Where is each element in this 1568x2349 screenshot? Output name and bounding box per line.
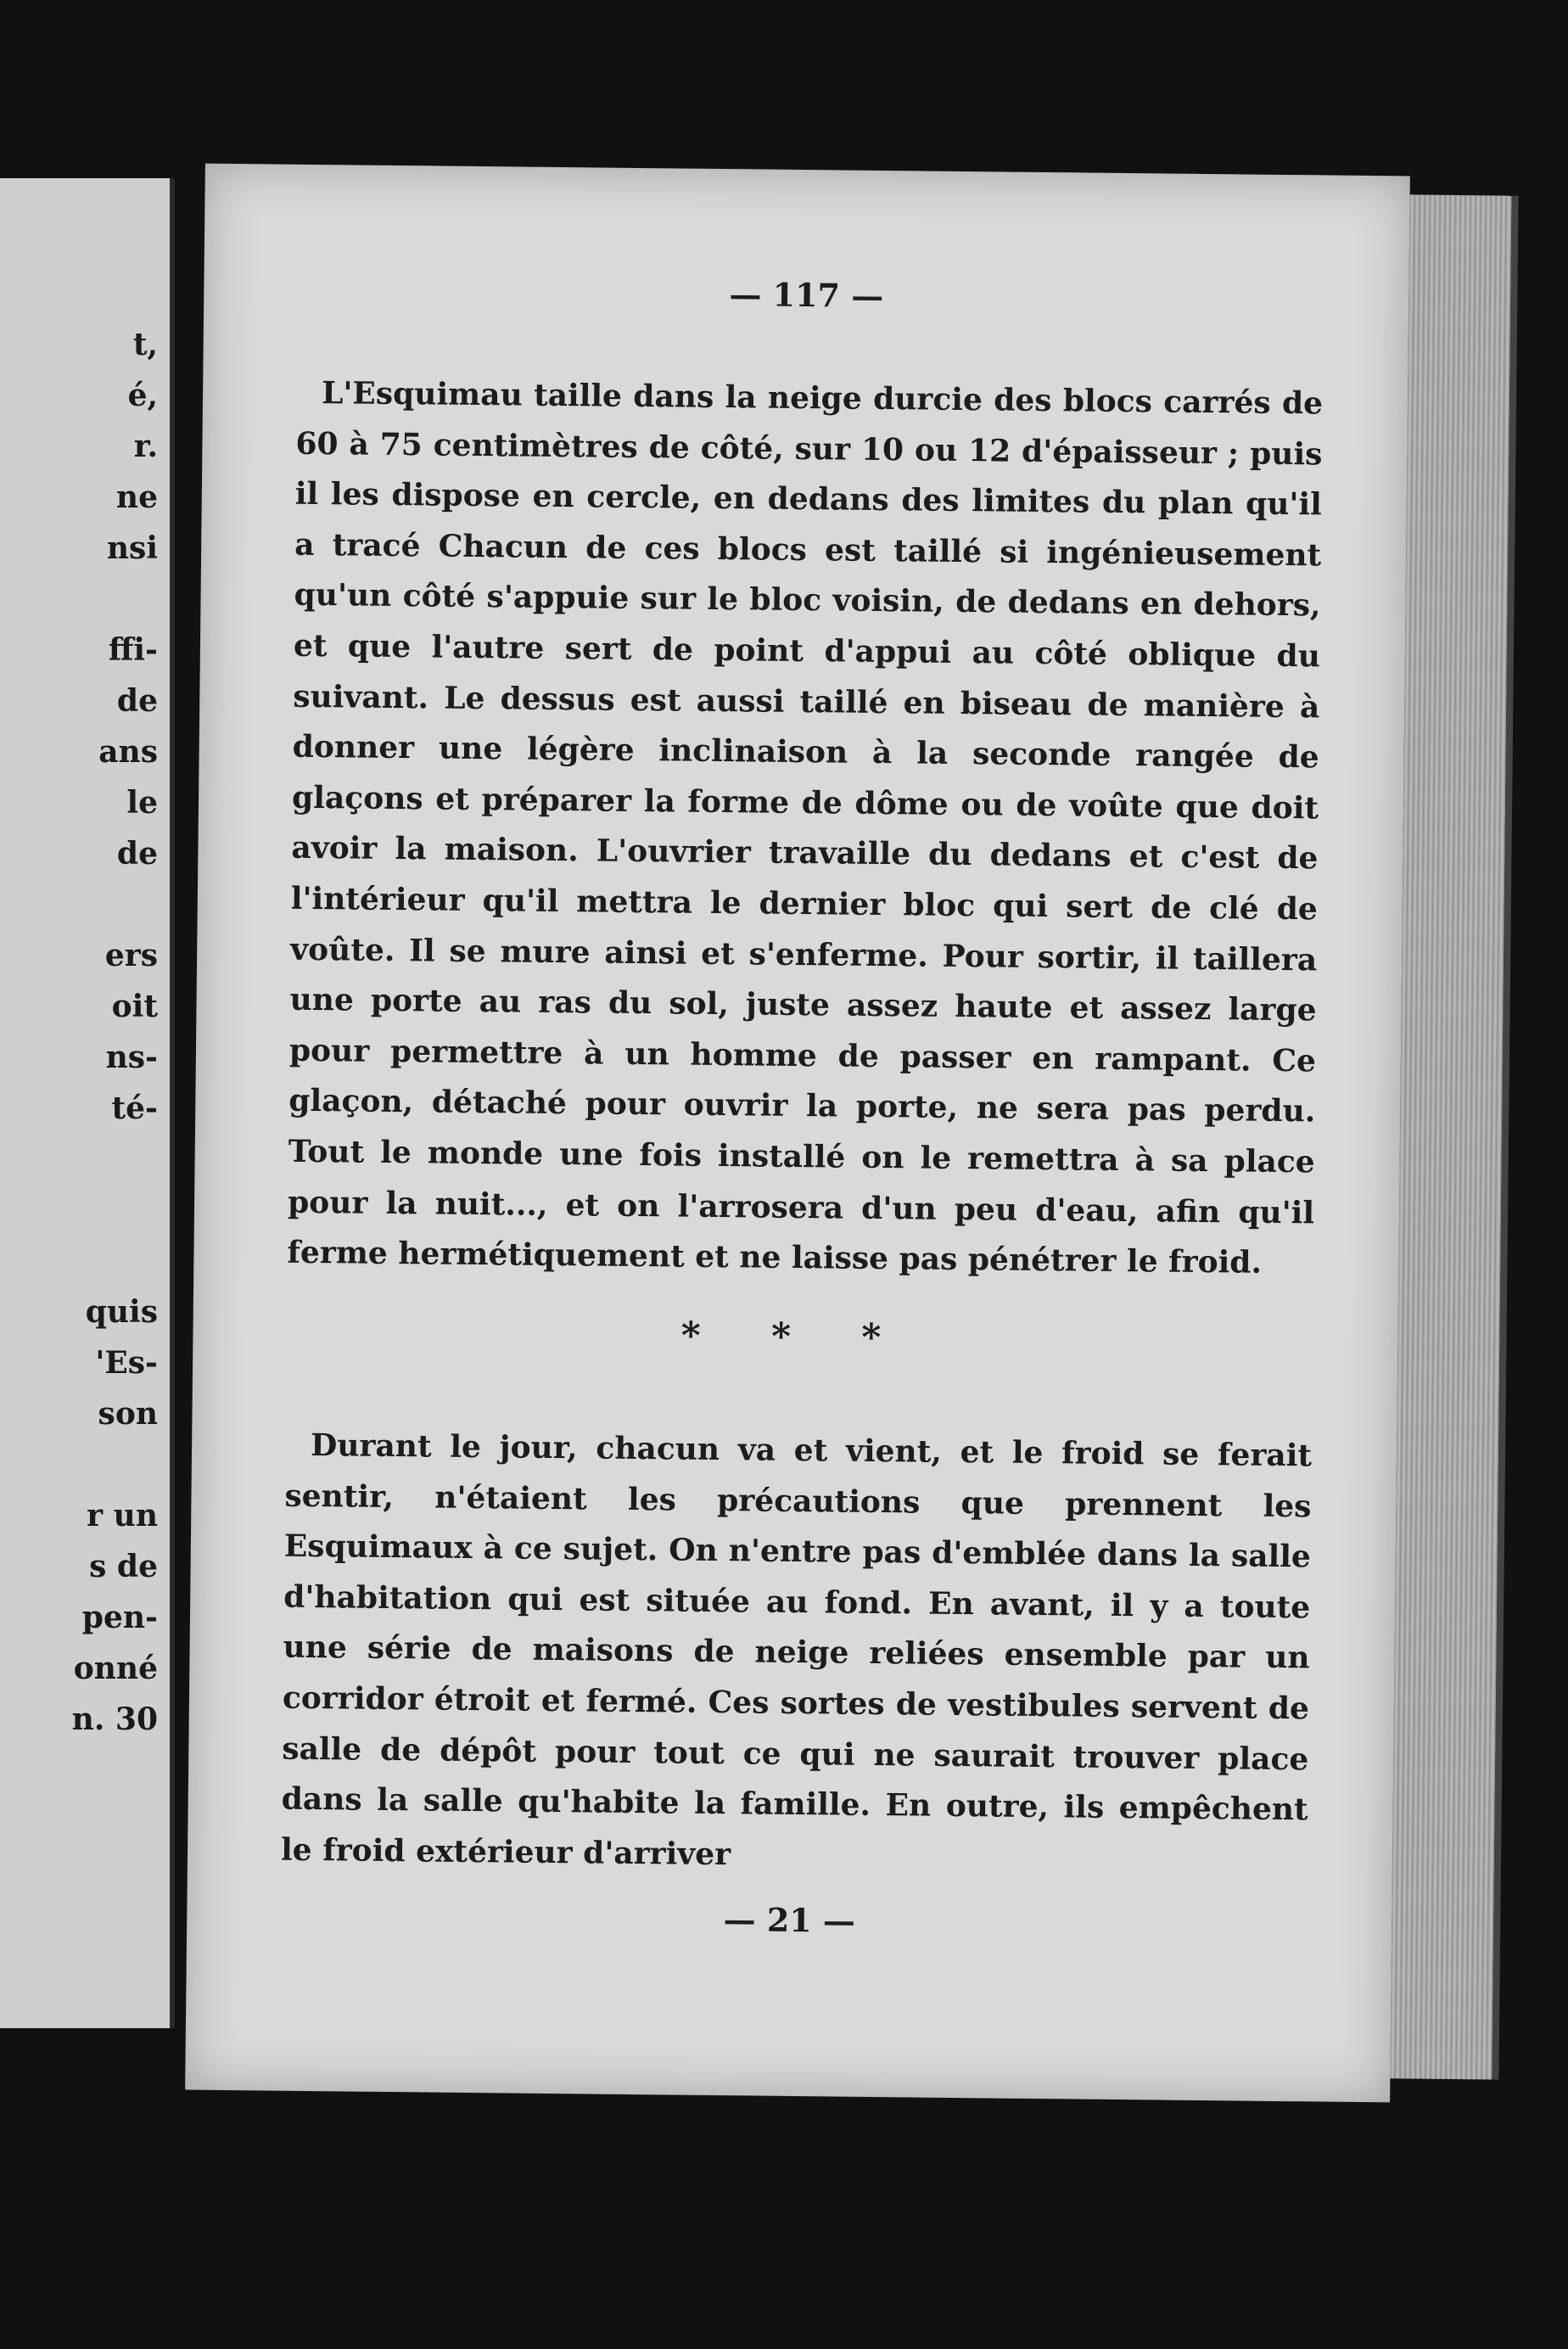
left-page-line: pen- bbox=[81, 1600, 158, 1635]
left-page-line: ne bbox=[115, 479, 158, 515]
left-page-line: son bbox=[98, 1396, 158, 1432]
left-page-line: ers bbox=[104, 938, 158, 973]
page-number-top: — 117 — bbox=[729, 275, 884, 316]
left-page-fragment bbox=[0, 178, 175, 2028]
left-page-line: onné bbox=[73, 1651, 158, 1686]
left-page-line: s de bbox=[89, 1549, 158, 1584]
left-page-line: té- bbox=[111, 1090, 158, 1126]
left-page-line: 'Es- bbox=[95, 1345, 158, 1381]
main-page bbox=[185, 164, 1410, 2103]
left-page-line: r. bbox=[133, 429, 158, 464]
left-page-line: n. 30 bbox=[71, 1701, 158, 1737]
paragraph-2: Durant le jour, chacun va et vient, et le froid se ferait sentir, n'étaient les précautions que prennent les Esquimaux à ce sujet. On n'entre pas d'emblée dans la salle d'habitation qui est située au fond. En avant, il y a toute une série de maisons de neige reliées ensemble par un corridor étroit et fermé. Ces sortes de vestibules servent de salle de dépôt pour tout ce qui ne saurait trouver place dans la salle qu'habite la famille. En outre, ils empêchent le froid extérieur d'arriver bbox=[280, 1427, 1313, 1872]
left-page-line: nsi bbox=[106, 530, 158, 566]
left-page-line: é, bbox=[127, 378, 158, 413]
left-page-line: le bbox=[126, 785, 158, 821]
left-page-line: quis bbox=[85, 1294, 158, 1330]
left-page-line: ffi- bbox=[108, 632, 158, 668]
left-page-line: t, bbox=[132, 327, 158, 362]
left-page-line: de bbox=[116, 683, 158, 719]
body-text-2 bbox=[281, 1421, 1313, 1886]
left-page-line: ns- bbox=[105, 1040, 158, 1075]
page-edges bbox=[1390, 194, 1518, 2079]
body-text-1 bbox=[287, 368, 1323, 1289]
left-page-line: r un bbox=[87, 1498, 158, 1533]
left-page-line: de bbox=[116, 836, 158, 872]
paragraph-1: L'Esquimau taille dans la neige durcie des blocs carrés de 60 à 75 centimètres de côté, sur 10 ou 12 d'épaisseur ; puis il les dispose en cercle, en dedans des limites du plan qu'il a tracé Chacun de ces blocs est taillé si ingénieusement qu'un côté s'appuie sur le bloc voisin, de dedans en dehors, et que l'autre sert de point d'appui au côté oblique du suivant. Le dessus est aussi taillé en biseau de manière à donner une légère inclinaison à la seconde rangée de glaçons et préparer la forme de dôme ou de voûte que doit avoir la maison. L'ouvrier travaille du dedans et c'est de l'intérieur qu'il mettra le dernier bloc qui sert de clé de voûte. Il se mure ainsi et s'enferme. Pour sortir, il taillera une porte au ras du sol, juste assez haute et assez large pour permettre à un homme de passer en rampant. Ce glaçon, détaché pour ouvrir la porte, ne sera pas perdu. Tout le monde une fois installé on le remettra à sa place pour la nuit..., et on l'arrosera d'un peu d'eau, afin qu'il ferme hermétiquement et ne laisse pas pénétrer le froid. bbox=[287, 375, 1324, 1281]
page-number-bottom: — 21 — bbox=[723, 1900, 856, 1940]
left-page-line: oit bbox=[111, 989, 158, 1024]
section-separator: * * * bbox=[680, 1314, 910, 1360]
left-page-line: ans bbox=[98, 734, 158, 770]
